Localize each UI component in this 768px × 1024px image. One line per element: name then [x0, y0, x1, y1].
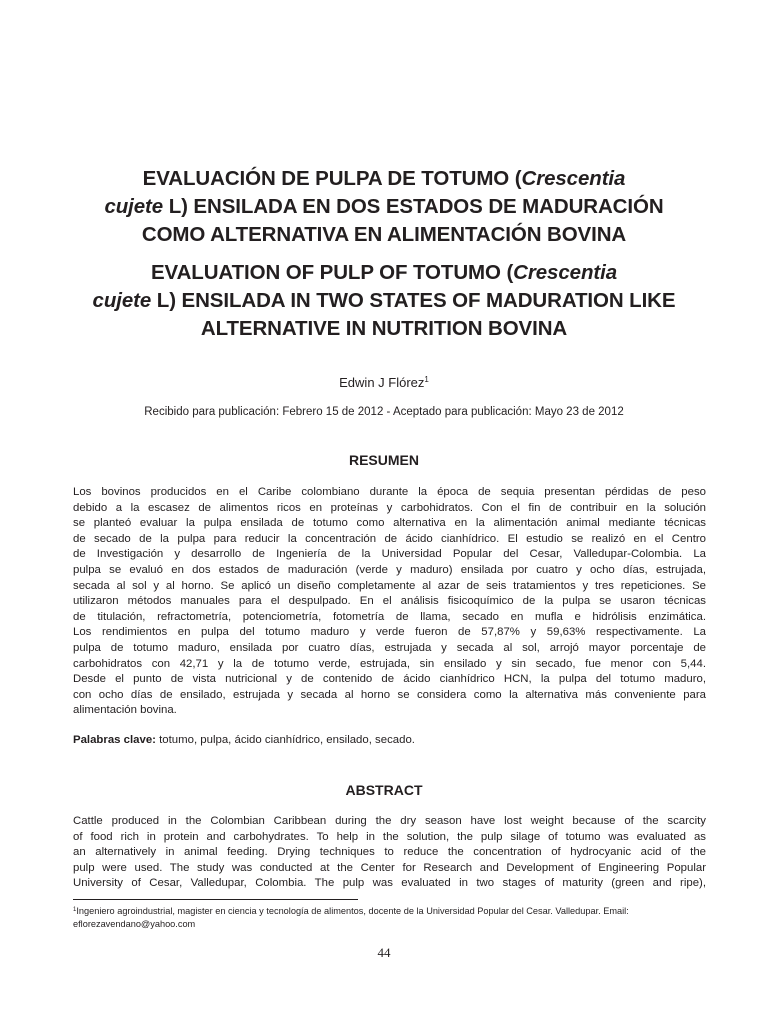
text-line: de titulación, refractometría, potenciometría, fotometría de llama, secado en mufla e hidrólisis enzimática.: [73, 610, 706, 623]
text-line: de secado de la pulpa para reducir la concentración de ácido cianhídrico. El estudio se realizó en el Centro: [73, 532, 706, 545]
spanish-title-line-3: COMO ALTERNATIVA EN ALIMENTACIÓN BOVINA: [141, 223, 627, 246]
text-line: University of Cesar, Valledupar, Colombia. The pulp was evaluated in two stages of maturity (green and ripe),: [73, 877, 706, 890]
text-line: de Investigación y desarrollo de Ingeniería de la Universidad Popular del Cesar, Valledupar-Colombia. La: [73, 548, 706, 561]
keywords-line: [73, 733, 706, 749]
english-title-line-1: EVALUATION OF PULP OF TOTUMO (Crescentia: [150, 261, 618, 284]
english-title-line-3: ALTERNATIVE IN NUTRITION BOVINA: [200, 317, 568, 340]
resumen-body: [73, 485, 706, 719]
text-line: secada al sol y al horno. Se aplicó un diseño completamente al azar de seis tratamientos y tres repeticiones. Se: [73, 579, 706, 592]
spanish-title-line-2: cujete L) ENSILADA EN DOS ESTADOS DE MADURACIÓN: [104, 195, 664, 218]
text-line: Los rendimientos en pulpa del totumo maduro y verde fueron de 57,87% y 59,63% respectivamente. La: [73, 626, 706, 639]
author-footnote: [73, 904, 706, 931]
footnote-line-1: $^1$Ingeniero agroindustrial, magister en ciencia y tecnología de alimentos, docente de la Universidad Popular del Cesar. Valledupar. Email:: [73, 906, 629, 916]
keywords-text: totumo, pulpa, ácido cianhídrico, ensilado, secado.: [155, 734, 415, 746]
submission-dates: Recibido para publicación: Febrero 15 de 2012 - Aceptado para publicación: Mayo 23 de 2012: [144, 406, 624, 418]
text-line: carbohidratos con 42,71 y la de totumo verde, estrujada, sin ensilado y sin secado, fue menor con 5,44.: [73, 657, 706, 670]
species-name-italic: Crescentia: [521, 167, 626, 190]
text-line: of food rich in protein and carbohydrates. To help in the solution, the pulp silage of totumo was evaluated as: [73, 830, 706, 843]
footnote-mark: 1: [73, 907, 77, 913]
text-line: debido a la escasez de alimentos ricos en proteínas y carbohidratos. Con el fin de contribuir en la solución: [73, 501, 706, 514]
author-name: Edwin J Flórez: [339, 375, 425, 390]
page-number: 44: [377, 945, 391, 960]
species-name-italic: Crescentia: [513, 261, 618, 284]
english-title-line-2: cujete L) ENSILADA IN TWO STATES OF MADURATION LIKE: [92, 289, 676, 312]
text-line: utilizaron métodos manuales para el despulpado. En el análisis fisicoquímico de la pulpa se usaron técnicas: [73, 595, 706, 608]
spanish-title: [60, 165, 708, 249]
footnote-email: eflorezavendano@yahoo.com: [73, 919, 196, 929]
text-line: an alternatively in animal feeding. Drying techniques to reduce the concentration of hydrocyanic acid of the: [73, 846, 706, 859]
text-line: se planteó evaluar la pulpa ensilada de totumo como alternativa en la alimentación animal mediante técnicas: [73, 517, 706, 530]
keywords-label: Palabras clave:: [73, 734, 156, 746]
resumen-heading: RESUMEN: [348, 452, 419, 468]
abstract-heading: ABSTRACT: [345, 782, 423, 798]
abstract-body: [73, 814, 706, 892]
species-name-italic: cujete: [92, 289, 152, 312]
text-line: Desde el punto de vista nutricional y de contenido de ácido cianhídrico HCN, la pulpa del totumo maduro,: [73, 673, 706, 686]
text-line: pulpa de totumo maduro, ensilada por cuatro días, estrujada y secada al sol, arrojó mayor porcentaje de: [73, 641, 706, 654]
spanish-title-line-1: EVALUACIÓN DE PULPA DE TOTUMO (Crescentia: [142, 167, 626, 190]
text-line: pulp were used. The study was conducted at the Center for Research and Development of Engineering Popular: [73, 861, 706, 874]
author-footnote-mark: 1: [424, 375, 429, 384]
text-line: Los bovinos producidos en el Caribe colombiano durante la época de sequia presentan pérdidas de peso: [73, 486, 706, 498]
species-name-italic: cujete: [104, 195, 164, 218]
text-line: pulpa se evaluó en dos estados de maduración (verde y maduro) ensilada por cuatro y ocho días, estrujada,: [73, 563, 706, 576]
text-line: Cattle produced in the Colombian Caribbean during the dry season have lost weight because of the scarcity: [73, 815, 706, 827]
author-line: [0, 371, 768, 392]
text-line: con ocho días de ensilado, estrujada y secada al horno se considera como la alternativa más conveniente para: [73, 688, 706, 701]
footnote-divider: [73, 899, 358, 900]
english-title: [60, 259, 708, 343]
text-line: alimentación bovina.: [73, 704, 177, 717]
